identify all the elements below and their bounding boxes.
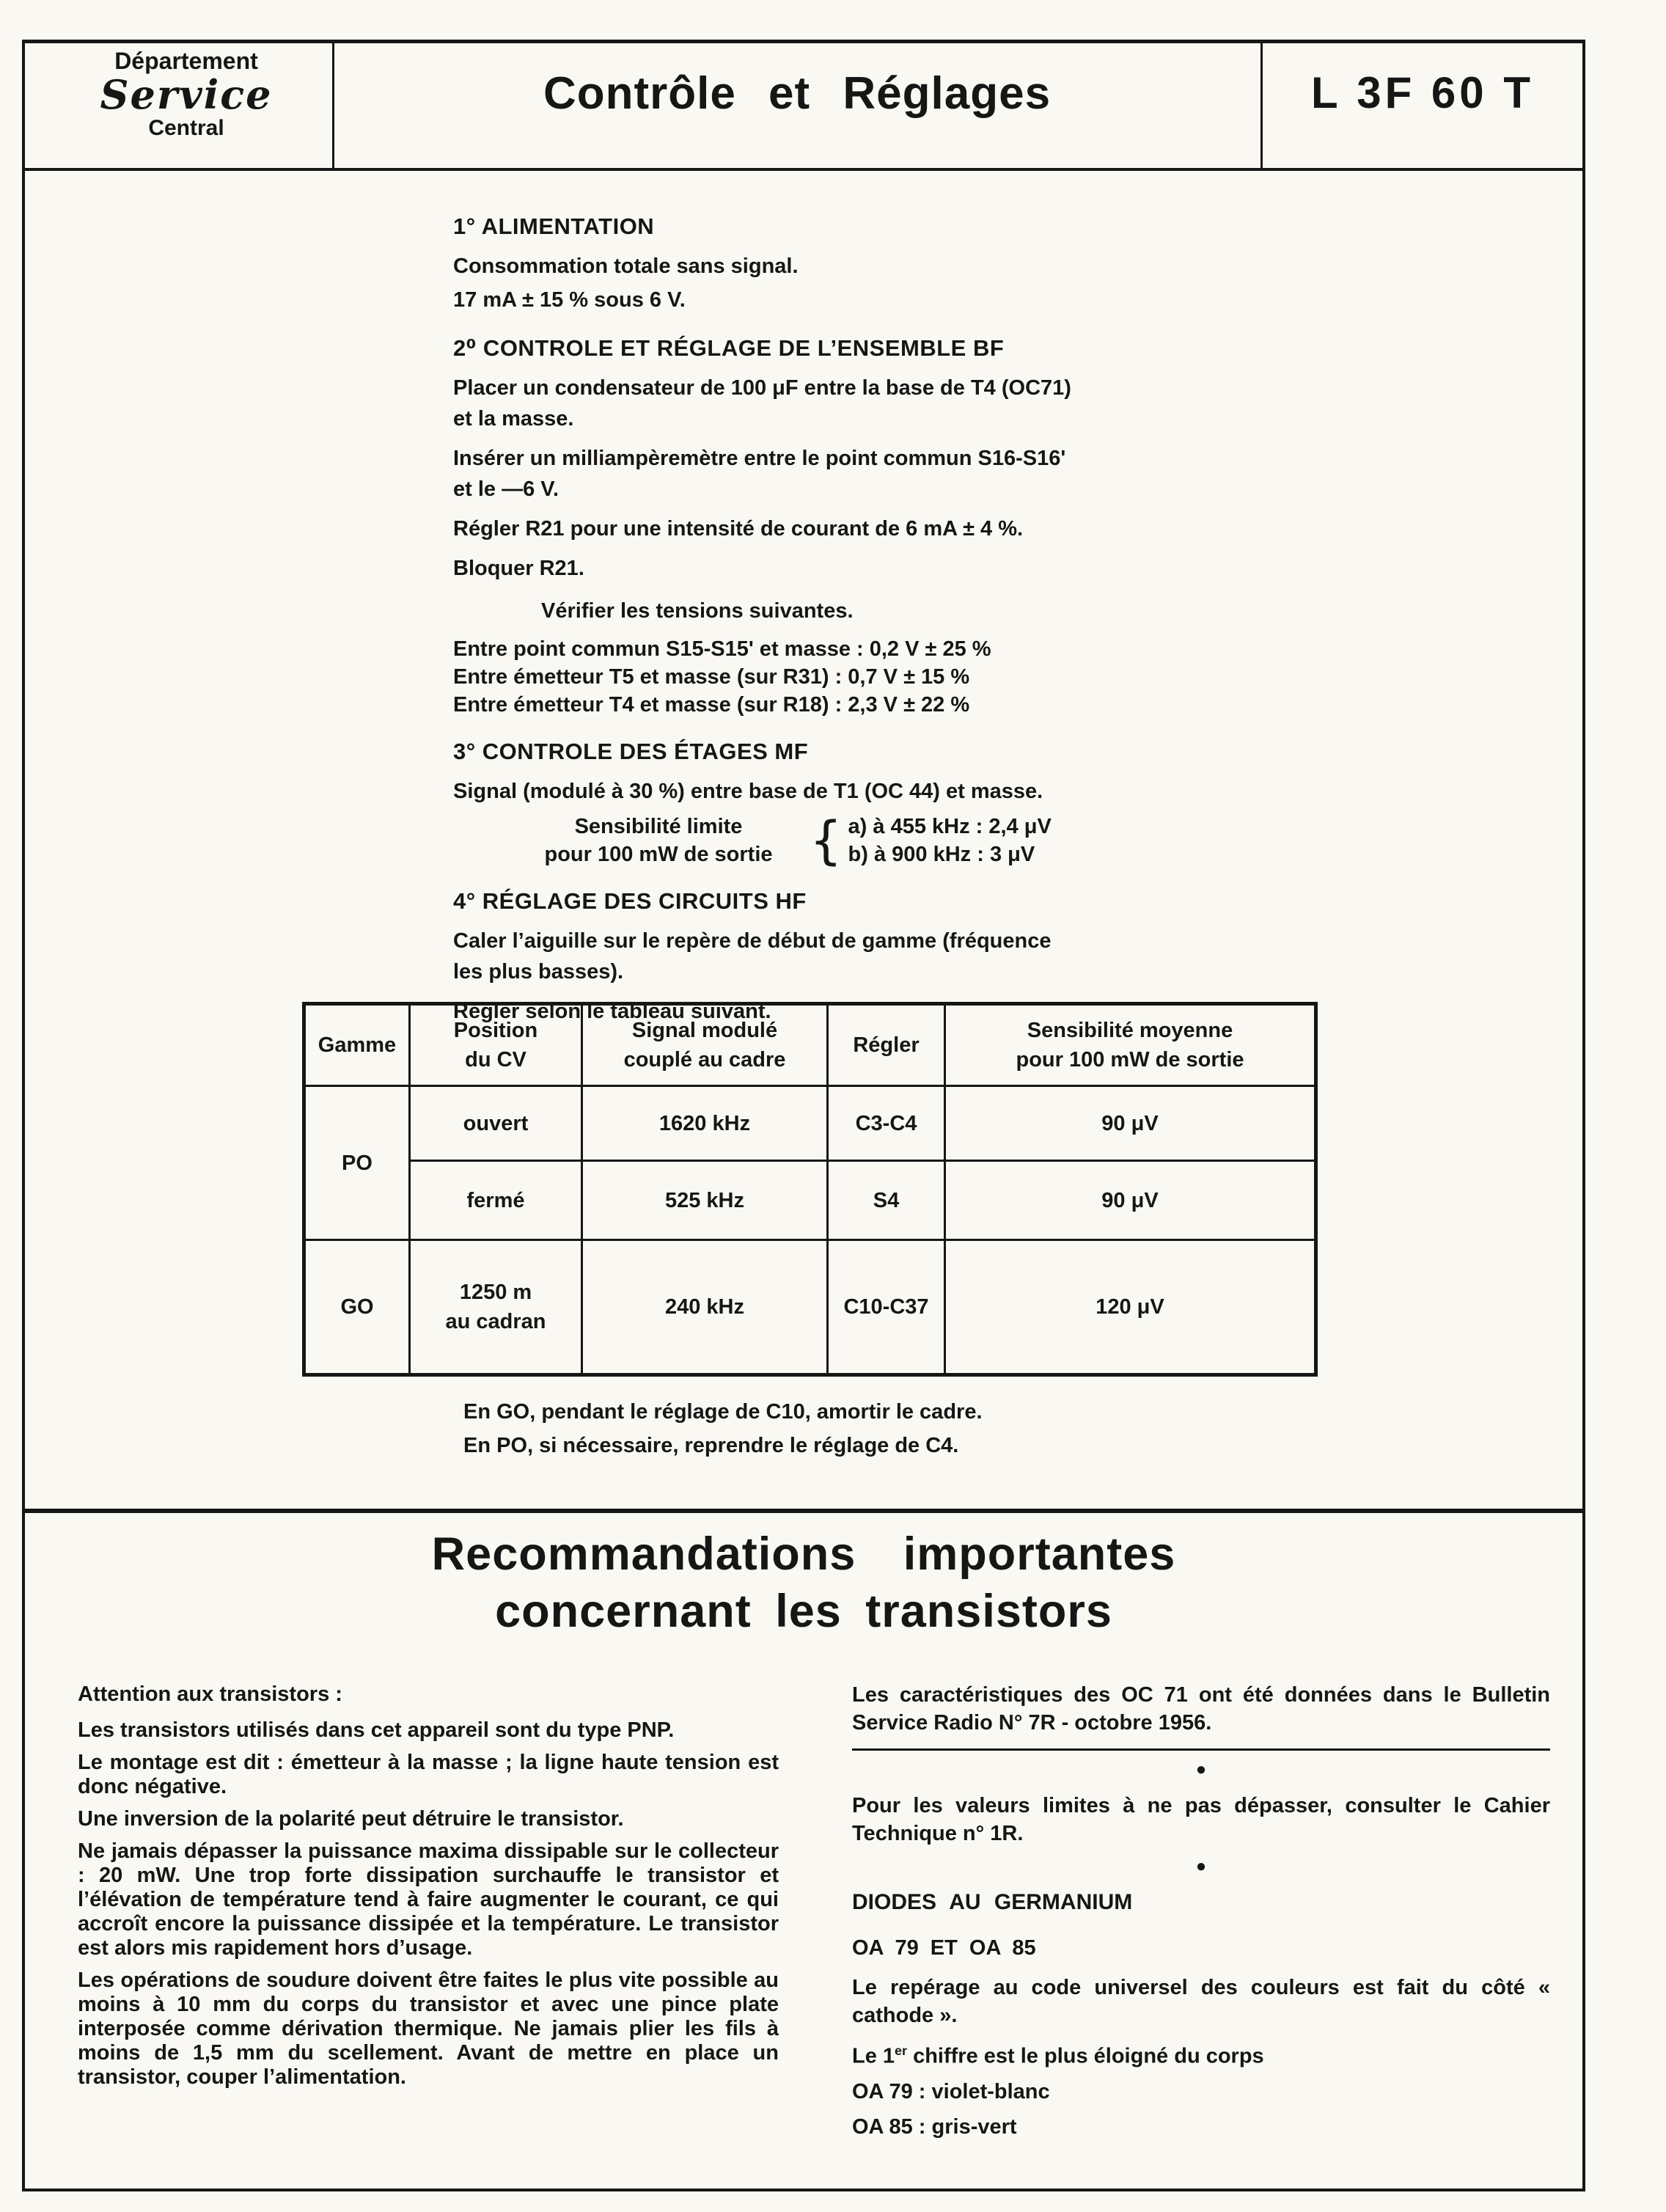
cell-sensibilite: 120 μV: [945, 1240, 1316, 1375]
reference-paragraph: Pour les valeurs limites à ne pas dépasser, consulter le Cahier Technique n° 1R.: [852, 1794, 1550, 1845]
note-text: chiffre est le plus éloigné du corps: [907, 2044, 1264, 2068]
warning-paragraph: Les opérations de soudure doivent être faites le plus vite possible au moins à 10 mm du corps du transistor et avec une pince plate interposée comme dérivation thermique. Ne jamais plier les fils à moins de 1,5 mm du scellement. Avant de mettre en place un transistor, couper l’alimentation.: [78, 1969, 779, 2089]
header-cell-gamme: Gamme: [304, 1004, 410, 1086]
bottom-border-line: [22, 2189, 1585, 2191]
recommendations-title-line: concernant les transistors: [495, 1586, 1112, 1637]
adjustment-table: [302, 1002, 1318, 1377]
bullet-separator: ●: [1195, 1856, 1207, 1876]
sensitivity-value-line: b) à 900 kHz : 3 μV: [848, 843, 1035, 866]
cell-position: [410, 1240, 582, 1375]
header-line: pour 100 mW de sortie: [1016, 1048, 1244, 1072]
header-line: du CV: [465, 1048, 526, 1072]
cell-sensibilite: 90 μV: [945, 1086, 1316, 1161]
cell-position: ouvert: [410, 1086, 582, 1161]
references-column: [852, 1681, 1550, 2141]
recommendations-title-line: Recommandations importantes: [431, 1528, 1176, 1580]
section-1-lead: Consommation totale sans signal.: [453, 254, 799, 278]
table-row: [304, 1240, 1316, 1375]
table-row: [304, 1086, 1316, 1161]
cell-regler: C3-C4: [828, 1086, 945, 1161]
cell-signal: 240 kHz: [582, 1240, 828, 1375]
right-border-line: [1582, 40, 1585, 2191]
cell-position: fermé: [410, 1161, 582, 1240]
cell-signal: 1620 kHz: [582, 1086, 828, 1161]
table-note-line: En PO, si nécessaire, reprendre le réglage de C4.: [463, 1434, 959, 1457]
paragraph-line: et le —6 V.: [453, 477, 559, 501]
department-label: Département: [114, 48, 258, 74]
section-2-paragraph: Régler R21 pour une intensité de courant de 6 mA ± 4 %.: [453, 517, 1024, 541]
voltage-check-heading: Vérifier les tensions suivantes.: [541, 599, 854, 623]
model-code: L 3F 60 T: [1311, 68, 1534, 117]
oa85-color-code: OA 85 : gris-vert: [852, 2114, 1017, 2139]
voltage-check-line: Entre émetteur T5 et masse (sur R31) : 0,7 V ± 15 %: [453, 665, 970, 689]
left-border-line: [22, 40, 25, 2191]
section-4-heading: 4° RÉGLAGE DES CIRCUITS HF: [453, 888, 807, 914]
diodes-note-line: [852, 2037, 1550, 2070]
oa79-color-code: OA 79 : violet-blanc: [852, 2079, 1050, 2103]
section-3-paragraph: Signal (modulé à 30 %) entre base de T1 (OC 44) et masse.: [453, 780, 1043, 803]
table-note-line: En GO, pendant le réglage de C10, amortir le cadre.: [463, 1400, 983, 1424]
sensitivity-labels: [512, 813, 805, 868]
diodes-heading: DIODES AU GERMANIUM: [852, 1890, 1133, 1914]
service-logo-text: Service: [100, 71, 273, 119]
header-line: Signal modulé: [631, 1019, 778, 1042]
cell-regler: S4: [828, 1161, 945, 1240]
diodes-subheading: OA 79 ET OA 85: [852, 1936, 1036, 1960]
table-header-row: [304, 1004, 1316, 1086]
voltage-check-line: Entre point commun S15-S15' et masse : 0,2 V ± 25 %: [453, 637, 991, 661]
header-cell-position: [410, 1004, 582, 1086]
section-4-paragraph: [453, 926, 1230, 987]
table-notes: [463, 1395, 983, 1462]
recommendations-title: [22, 1526, 1585, 1640]
sensitivity-values: [848, 813, 1052, 868]
cell-sensibilite: 90 μV: [945, 1161, 1316, 1240]
diodes-paragraph: Le repérage au code universel des couleurs est fait du côté « cathode ».: [852, 1976, 1550, 2027]
brace-glyph: {: [810, 810, 843, 871]
section-2-paragraph: [453, 373, 1230, 434]
sensitivity-label-line: pour 100 mW de sortie: [544, 843, 773, 866]
table-row: [304, 1161, 1316, 1240]
page-title: Contrôle et Réglages: [543, 68, 1052, 119]
sensitivity-spec: [512, 810, 1230, 871]
cell-line: au cadran: [445, 1310, 546, 1333]
cell-gamme: PO: [304, 1086, 410, 1240]
header-cell-signal: [582, 1004, 828, 1086]
paragraph-line: Insérer un milliampèremètre entre le point commun S16-S16': [453, 447, 1066, 470]
voltage-check-line: Entre émetteur T4 et masse (sur R18) : 2,3 V ± 22 %: [453, 693, 970, 717]
paragraph-line: les plus basses).: [453, 960, 624, 984]
section-1-heading: 1° ALIMENTATION: [453, 213, 655, 239]
header-divider-left: [332, 40, 334, 171]
section-2-heading: 2⁰ CONTROLE ET RÉGLAGE DE L’ENSEMBLE BF: [453, 335, 1005, 361]
transistor-warning-column: [78, 1682, 779, 2090]
cell-signal: 525 kHz: [582, 1161, 828, 1240]
header-underline: [22, 168, 1585, 171]
section-separator-rule: [22, 1509, 1585, 1513]
cell-gamme: GO: [304, 1240, 410, 1375]
top-border-line: [22, 40, 1585, 43]
cell-line: 1250 m: [459, 1281, 532, 1304]
warning-paragraph: Les transistors utilisés dans cet appareil sont du type PNP.: [78, 1718, 675, 1742]
department-block: [43, 48, 330, 140]
section-4-paragraph: Régler selon le tableau suivant.: [453, 1000, 771, 1023]
section-1-value: 17 mA ± 15 % sous 6 V.: [453, 288, 686, 312]
attention-heading: Attention aux transistors :: [78, 1682, 342, 1706]
paragraph-line: Placer un condensateur de 100 μF entre la base de T4 (OC71): [453, 376, 1071, 400]
ordinal-superscript: er: [895, 2043, 908, 2058]
header-cell-regler: Régler: [828, 1004, 945, 1086]
header-cell-sensibilite: [945, 1004, 1316, 1086]
section-3-heading: 3° CONTROLE DES ÉTAGES MF: [453, 739, 809, 764]
warning-paragraph: Ne jamais dépasser la puissance maxima dissipable sur le collecteur : 20 mW. Une trop forte dissipation surchauffe le transistor et l’élévation de température tend à faire augmenter le courant, ce qui accroît encore la puissance dissipée et la température. Le transistor est alors mis rapidement hors d’usage.: [78, 1839, 779, 1960]
paragraph-line: Caler l’aiguille sur le repère de début de gamme (fréquence: [453, 929, 1052, 953]
warning-paragraph: Le montage est dit : émetteur à la masse ; la ligne haute tension est donc négative.: [78, 1751, 779, 1798]
procedure-column: [453, 211, 1230, 1036]
cell-regler: C10-C37: [828, 1240, 945, 1375]
reference-paragraph: Les caractéristiques des OC 71 ont été données dans le Bulletin Service Radio N° 7R - octobre 1956.: [852, 1683, 1550, 1735]
header-line: couplé au cadre: [623, 1048, 786, 1072]
central-label: Central: [148, 115, 224, 140]
header-line: Position: [453, 1019, 538, 1042]
right-column-divider: [852, 1748, 1550, 1751]
bullet-separator: ●: [1195, 1759, 1207, 1779]
paragraph-line: et la masse.: [453, 407, 574, 431]
warning-paragraph: Une inversion de la polarité peut détruire le transistor.: [78, 1807, 624, 1831]
section-2-paragraph: [453, 443, 1230, 505]
sensitivity-value-line: a) à 455 kHz : 2,4 μV: [848, 815, 1052, 838]
section-2-paragraph: Bloquer R21.: [453, 557, 584, 580]
sensitivity-label-line: Sensibilité limite: [574, 815, 743, 838]
header-line: Sensibilité moyenne: [1027, 1019, 1233, 1042]
note-text: Le 1: [852, 2044, 895, 2068]
